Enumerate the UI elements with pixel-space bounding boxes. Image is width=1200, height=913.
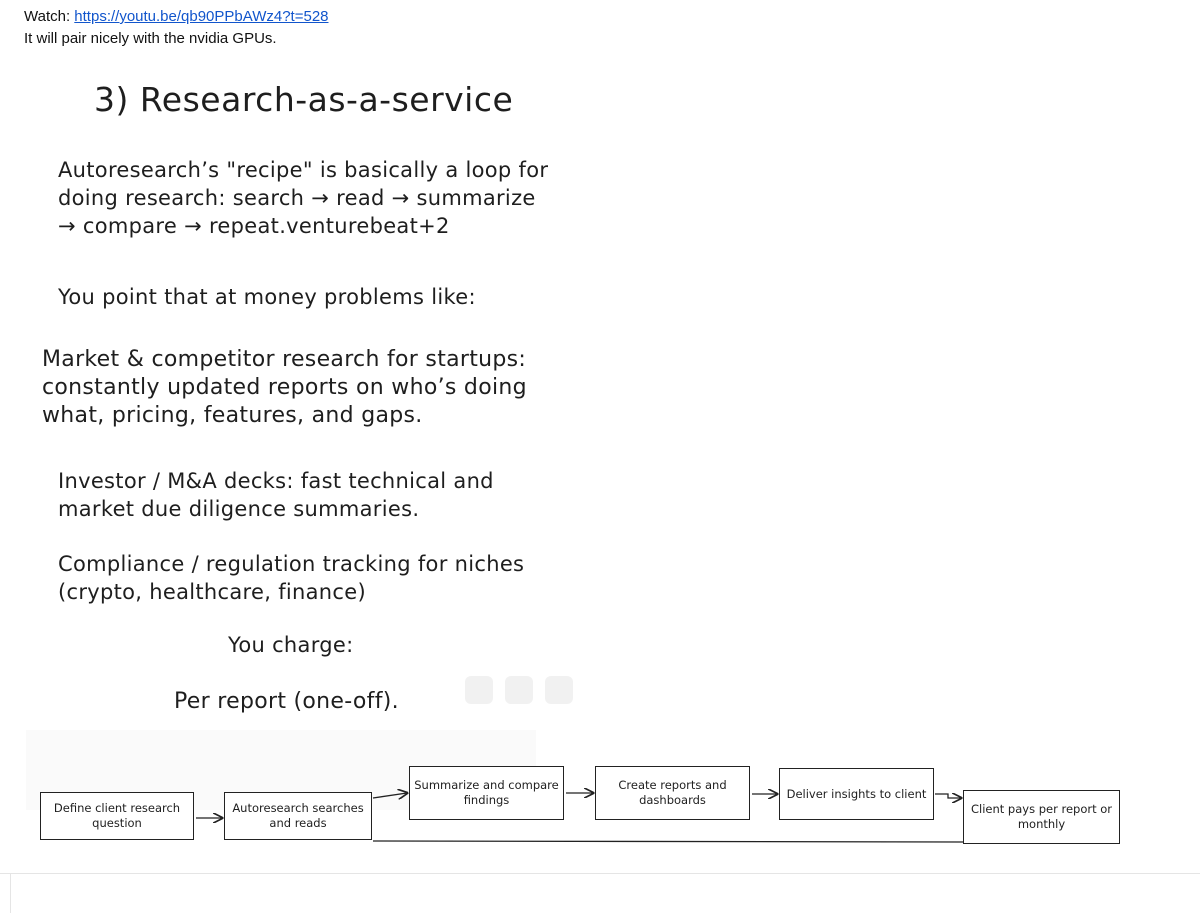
bottom-divider bbox=[0, 873, 1200, 874]
investor-paragraph bbox=[58, 467, 494, 523]
recipe-line-3: → compare → repeat.venturebeat+2 bbox=[58, 214, 450, 238]
recipe-paragraph bbox=[58, 156, 548, 240]
compliance-line-1: Compliance / regulation tracking for niches bbox=[58, 552, 525, 576]
faded-expand-icon bbox=[545, 676, 573, 704]
investor-line-2: market due diligence summaries. bbox=[58, 497, 420, 521]
compliance-paragraph bbox=[58, 550, 524, 606]
recipe-line-1: Autoresearch’s "recipe" is basically a loop for bbox=[58, 158, 549, 182]
flow-step-autoresearch: Autoresearch searches and reads bbox=[224, 792, 372, 840]
flow-step-deliver-insights: Deliver insights to client bbox=[779, 768, 934, 820]
market-line-3: what, pricing, features, and gaps. bbox=[42, 403, 423, 428]
investor-line-1: Investor / M&A decks: fast technical and bbox=[58, 469, 494, 493]
watch-label: Watch: bbox=[24, 8, 71, 25]
market-research-paragraph bbox=[42, 346, 527, 430]
recipe-line-2: doing research: search → read → summarize bbox=[58, 186, 536, 210]
per-report-label: Per report (one-off). bbox=[174, 689, 399, 714]
flow-step-summarize: Summarize and compare findings bbox=[409, 766, 564, 820]
faded-play-icon bbox=[465, 676, 493, 704]
you-charge-label: You charge: bbox=[228, 633, 354, 657]
loop-back-line bbox=[373, 841, 963, 842]
bottom-divider-tick bbox=[10, 873, 11, 913]
compliance-line-2: (crypto, healthcare, finance) bbox=[58, 580, 366, 604]
youtube-link[interactable]: https://youtu.be/qb90PPbAWz4?t=528 bbox=[74, 8, 329, 25]
flow-step-define-question: Define client research question bbox=[40, 792, 194, 840]
email-line-2: It will pair nicely with the nvidia GPUs. bbox=[24, 30, 277, 47]
market-line-1: Market & competitor research for startups: bbox=[42, 347, 527, 372]
email-body bbox=[24, 6, 329, 50]
flow-step-create-reports: Create reports and dashboards bbox=[595, 766, 750, 820]
watch-line bbox=[24, 6, 329, 28]
money-problems-heading: You point that at money problems like: bbox=[58, 285, 476, 309]
market-line-2: constantly updated reports on who’s doing bbox=[42, 375, 527, 400]
slide-image bbox=[0, 58, 1200, 883]
arrow-5-6 bbox=[935, 794, 961, 798]
flow-step-client-pays: Client pays per report or monthly bbox=[963, 790, 1120, 844]
faded-search-icon bbox=[505, 676, 533, 704]
slide-title: 3) Research-as-a-service bbox=[94, 80, 514, 119]
